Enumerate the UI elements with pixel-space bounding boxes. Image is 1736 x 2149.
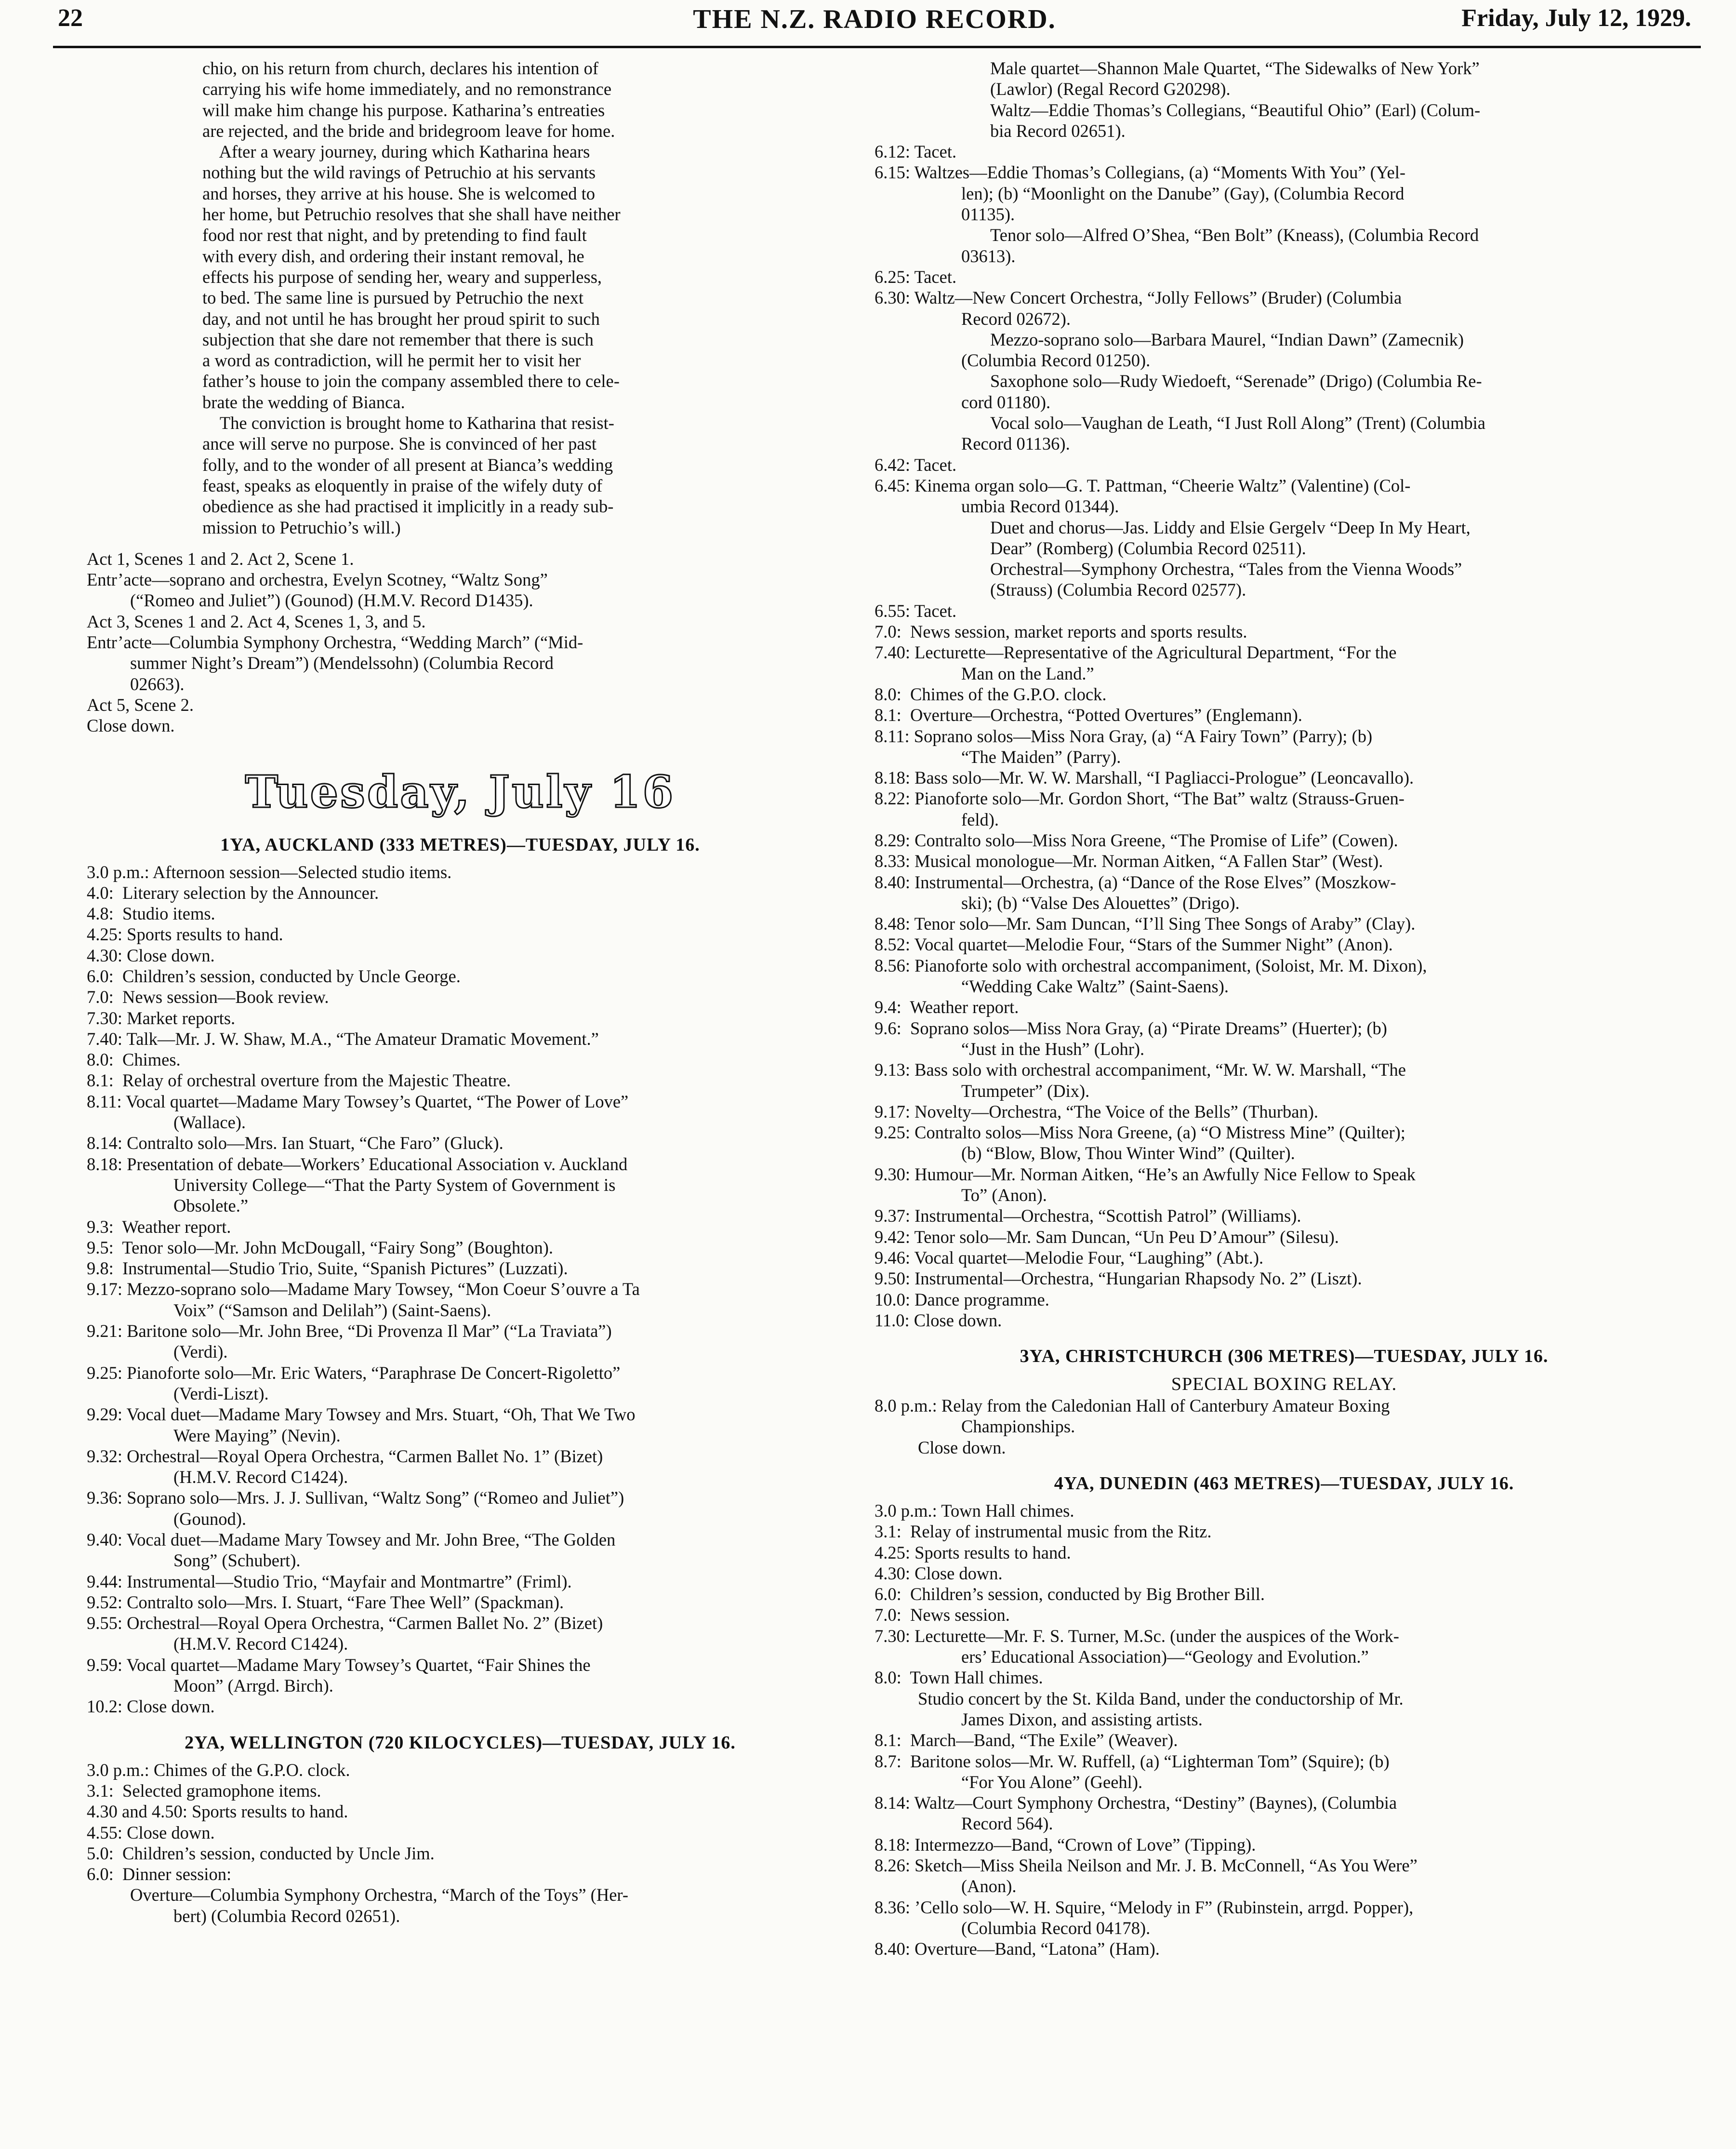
program-line: (Verdi).: [173, 1342, 228, 1362]
program-line: (Wallace).: [173, 1112, 246, 1133]
program-line: 9.44: Instrumental—Studio Trio, “Mayfair and Montmartre” (Friml).: [87, 1571, 572, 1591]
program-line: 8.0: Chimes.: [87, 1050, 181, 1070]
story-line: to bed. The same line is pursued by Petruchio the next: [202, 288, 584, 308]
story-line: her home, but Petruchio resolves that she shall have neither: [202, 204, 621, 225]
program-line: 6.12: Tacet.: [875, 142, 957, 162]
acts-list: [87, 548, 834, 736]
program-line: 7.0: News session, market reports and sports results.: [875, 622, 1247, 642]
program-line: 9.59: Vocal quartet—Madame Mary Towsey’s Quartet, “Fair Shines the: [87, 1655, 591, 1675]
program-line: feld).: [961, 809, 999, 829]
program-line: Waltz—Eddie Thomas’s Collegians, “Beautiful Ohio” (Earl) (Colum-: [990, 100, 1481, 120]
program-list-3ya: [875, 1395, 1694, 1458]
program-line: (Lawlor) (Regal Record G20298).: [990, 79, 1231, 99]
program-line: University College—“That the Party System of Government is: [173, 1175, 616, 1195]
story-line: are rejected, and the bride and bridegroom leave for home.: [202, 120, 615, 141]
program-line: (Columbia Record 04178).: [961, 1918, 1151, 1938]
program-line: 5.0: Children’s session, conducted by Uncle Jim.: [87, 1843, 435, 1863]
station-heading-4ya: 4YA, DUNEDIN (463 METRES)—TUESDAY, JULY 16.: [1054, 1473, 1514, 1494]
story-line: a word as contradiction, will he permit her to visit her: [202, 350, 581, 371]
program-line: 9.6: Soprano solos—Miss Nora Gray, (a) “Pirate Dreams” (Huerter); (b): [875, 1018, 1387, 1038]
program-line: 9.3: Weather report.: [87, 1216, 231, 1237]
program-line: (H.M.V. Record C1424).: [173, 1634, 348, 1654]
program-line: 8.18: Bass solo—Mr. W. W. Marshall, “I Pagliacci-Prologue” (Leoncavallo).: [875, 768, 1414, 788]
program-line: 9.52: Contralto solo—Mrs. I. Stuart, “Fare Thee Well” (Spackman).: [87, 1592, 564, 1612]
program-line: Close down.: [918, 1437, 1006, 1457]
page-number: 22: [58, 4, 83, 32]
program-line: 9.25: Pianoforte solo—Mr. Eric Waters, “Paraphrase De Concert-Rigoletto”: [87, 1362, 621, 1383]
program-line: Song” (Schubert).: [173, 1550, 301, 1571]
program-line: 9.46: Vocal quartet—Melodie Four, “Laughing” (Abt.).: [875, 1247, 1264, 1268]
program-line: Obsolete.”: [173, 1196, 249, 1216]
program-line: 3.1: Selected gramophone items.: [87, 1780, 321, 1801]
program-line: Entr’acte—Columbia Symphony Orchestra, “Wedding March” (“Mid-: [87, 632, 583, 653]
program-line: Act 1, Scenes 1 and 2. Act 2, Scene 1.: [87, 548, 354, 569]
program-line: 8.0: Chimes of the G.P.O. clock.: [875, 684, 1107, 704]
program-line: 3.0 p.m.: Afternoon session—Selected studio items.: [87, 862, 452, 882]
program-line: 9.50: Instrumental—Orchestra, “Hungarian Rhapsody No. 2” (Liszt).: [875, 1268, 1362, 1289]
program-line: 9.4: Weather report.: [875, 997, 1019, 1017]
program-line: 6.42: Tacet.: [875, 454, 957, 475]
program-line: 6.45: Kinema organ solo—G. T. Pattman, “Cheerie Waltz” (Valentine) (Col-: [875, 475, 1411, 495]
story-line: subjection that she dare not remember that there is such: [202, 329, 594, 349]
program-line: (H.M.V. Record C1424).: [173, 1467, 348, 1487]
story-line: feast, speaks as eloquently in praise of the wifely duty of: [202, 475, 603, 495]
program-line: 6.55: Tacet.: [875, 601, 957, 621]
program-line: Moon” (Arrgd. Birch).: [173, 1676, 333, 1696]
program-line: 7.30: Lecturette—Mr. F. S. Turner, M.Sc. (under the auspices of the Work-: [875, 1626, 1399, 1646]
program-line: 7.0: News session.: [875, 1605, 1010, 1625]
program-line: 4.30: Close down.: [875, 1563, 1003, 1583]
program-list-2ya: [87, 1760, 834, 1926]
program-line: “Wedding Cake Waltz” (Saint-Saens).: [961, 976, 1229, 997]
program-line: Voix” (“Samson and Delilah”) (Saint-Saens).: [173, 1300, 491, 1320]
story-line: mission to Petruchio’s will.): [202, 517, 401, 537]
program-line: (b) “Blow, Blow, Thou Winter Wind” (Quilter).: [961, 1143, 1295, 1163]
program-line: 8.14: Waltz—Court Symphony Orchestra, “Destiny” (Baynes), (Columbia: [875, 1793, 1397, 1813]
program-line: Male quartet—Shannon Male Quartet, “The Sidewalks of New York”: [990, 58, 1480, 78]
program-list-2ya-continued: [875, 58, 1694, 1331]
program-line: 10.0: Dance programme.: [875, 1289, 1049, 1309]
story-line: obedience as she had practised it implicitly in a ready sub-: [202, 496, 614, 517]
station-heading-3ya: 3YA, CHRISTCHURCH (306 METRES)—TUESDAY, JULY 16.: [1020, 1346, 1549, 1367]
program-line: Act 3, Scenes 1 and 2. Act 4, Scenes 1, 3, and 5.: [87, 611, 426, 631]
program-line: 9.32: Orchestral—Royal Opera Orchestra, “Carmen Ballet No. 1” (Bizet): [87, 1446, 603, 1466]
program-line: 4.25: Sports results to hand.: [87, 924, 283, 945]
program-line: ski); (b) “Valse Des Alouettes” (Drigo).: [961, 893, 1240, 913]
story-line: day, and not until he has brought her proud spirit to such: [202, 308, 600, 329]
story-line: and horses, they arrive at his house. She is welcomed to: [202, 183, 595, 203]
program-line: Entr’acte—soprano and orchestra, Evelyn Scotney, “Waltz Song”: [87, 570, 548, 590]
program-line: 9.55: Orchestral—Royal Opera Orchestra, “Carmen Ballet No. 2” (Bizet): [87, 1613, 603, 1633]
program-line: 8.33: Musical monologue—Mr. Norman Aitken, “A Fallen Star” (West).: [875, 851, 1383, 871]
program-line: Duet and chorus—Jas. Liddy and Elsie Gergelv “Deep In My Heart,: [990, 517, 1471, 537]
program-line: 6.0: Children’s session, conducted by Uncle George.: [87, 966, 461, 986]
publication-title: THE N.Z. RADIO RECORD.: [693, 4, 1056, 34]
program-line: 03613).: [961, 246, 1016, 266]
program-list-4ya: [875, 1500, 1694, 1960]
program-line: cord 01180).: [961, 392, 1051, 412]
program-line: Record 564).: [961, 1814, 1053, 1834]
program-line: bert) (Columbia Record 02651).: [173, 1906, 400, 1926]
program-list-1ya: [87, 862, 834, 1717]
program-line: 4.8: Studio items.: [87, 904, 215, 924]
program-line: 8.0: Town Hall chimes.: [875, 1668, 1043, 1688]
story-line: with every dish, and ordering their instant removal, he: [202, 246, 584, 266]
program-line: 8.29: Contralto solo—Miss Nora Greene, “The Promise of Life” (Cowen).: [875, 830, 1398, 850]
program-line: 8.1: Overture—Orchestra, “Potted Overtures” (Englemann).: [875, 705, 1302, 725]
program-line: Trumpeter” (Dix).: [961, 1081, 1090, 1101]
program-line: 9.21: Baritone solo—Mr. John Bree, “Di Provenza Il Mar” (“La Traviata”): [87, 1321, 612, 1341]
program-line: 9.13: Bass solo with orchestral accompaniment, “Mr. W. W. Marshall, “The: [875, 1060, 1406, 1080]
program-line: 4.30: Close down.: [87, 945, 215, 965]
story-line: The conviction is brought home to Katharina that resist-: [202, 413, 614, 433]
program-line: 8.18: Presentation of debate—Workers’ Educational Association v. Auckland: [87, 1154, 628, 1174]
program-line: Were Maying” (Nevin).: [173, 1425, 341, 1445]
program-line: 4.0: Literary selection by the Announcer.: [87, 882, 379, 903]
program-line: 9.29: Vocal duet—Madame Mary Towsey and Mrs. Stuart, “Oh, That We Two: [87, 1404, 636, 1425]
program-line: 6.30: Waltz—New Concert Orchestra, “Jolly Fellows” (Bruder) (Columbia: [875, 288, 1402, 308]
program-line: 9.17: Novelty—Orchestra, “The Voice of the Bells” (Thurban).: [875, 1101, 1319, 1121]
program-line: Orchestral—Symphony Orchestra, “Tales from the Vienna Woods”: [990, 559, 1462, 579]
story-line: brate the wedding of Bianca.: [202, 392, 405, 412]
program-line: 6.0: Children’s session, conducted by Big Brother Bill.: [875, 1584, 1265, 1604]
story-line: will make him change his purpose. Katharina’s entreaties: [202, 100, 605, 120]
right-column: [875, 58, 1694, 1960]
program-line: ers’ Educational Association)—“Geology and Evolution.”: [961, 1647, 1369, 1667]
masthead: [53, 0, 1696, 34]
left-column: [87, 58, 834, 1926]
program-line: Overture—Columbia Symphony Orchestra, “March of the Toys” (Her-: [130, 1885, 628, 1905]
program-line: 10.2: Close down.: [87, 1696, 215, 1717]
program-line: (Anon).: [961, 1876, 1017, 1896]
program-line: 9.37: Instrumental—Orchestra, “Scottish Patrol” (Williams).: [875, 1206, 1301, 1226]
program-line: umbia Record 01344).: [961, 496, 1119, 517]
program-line: 9.25: Contralto solos—Miss Nora Greene, (a) “O Mistress Mine” (Quilter);: [875, 1122, 1405, 1143]
story-line: effects his purpose of sending her, weary and supperless,: [202, 267, 602, 287]
program-line: 8.40: Instrumental—Orchestra, (a) “Dance of the Rose Elves” (Moszkow-: [875, 872, 1396, 892]
program-line: 9.5: Tenor solo—Mr. John McDougall, “Fairy Song” (Boughton).: [87, 1237, 554, 1257]
story-line: nothing but the wild ravings of Petruchio at his servants: [202, 162, 596, 183]
story-line: folly, and to the wonder of all present at Bianca’s wedding: [202, 454, 613, 475]
story-line: ance will serve no purpose. She is convinced of her past: [202, 434, 596, 454]
program-line: Studio concert by the St. Kilda Band, under the conductorship of Mr.: [918, 1688, 1404, 1709]
program-line: Close down.: [87, 716, 175, 736]
story-line: carrying his wife home immediately, and no remonstrance: [202, 79, 612, 99]
program-line: 8.56: Pianoforte solo with orchestral accompaniment, (Soloist, Mr. M. Dixon),: [875, 955, 1427, 975]
program-line: summer Night’s Dream”) (Mendelssohn) (Columbia Record: [130, 653, 554, 673]
station-heading-2ya: 2YA, WELLINGTON (720 KILOCYCLES)—TUESDAY, JULY 16.: [185, 1732, 736, 1753]
program-line: Vocal solo—Vaughan de Leath, “I Just Roll Along” (Trent) (Columbia: [990, 413, 1485, 433]
program-line: (Gounod).: [173, 1508, 247, 1529]
program-line: 8.18: Intermezzo—Band, “Crown of Love” (Tipping).: [875, 1834, 1256, 1855]
program-line: (Columbia Record 01250).: [961, 350, 1151, 371]
program-line: 6.15: Waltzes—Eddie Thomas’s Collegians, (a) “Moments With You” (Yel-: [875, 162, 1406, 183]
program-line: bia Record 02651).: [990, 120, 1126, 141]
program-line: 8.40: Overture—Band, “Latona” (Ham).: [875, 1939, 1160, 1959]
program-line: 6.25: Tacet.: [875, 267, 957, 287]
program-line: Man on the Land.”: [961, 663, 1094, 683]
program-line: 7.40: Talk—Mr. J. W. Shaw, M.A., “The Amateur Dramatic Movement.”: [87, 1028, 599, 1049]
masthead-rule: [53, 46, 1701, 48]
program-line: 8.26: Sketch—Miss Sheila Neilson and Mr. J. B. McConnell, “As You Were”: [875, 1855, 1418, 1876]
program-line: Act 5, Scene 2.: [87, 694, 194, 715]
program-line: “For You Alone” (Geehl).: [961, 1772, 1143, 1792]
program-line: 7.40: Lecturette—Representative of the Agricultural Department, “For the: [875, 642, 1397, 663]
program-line: 3.1: Relay of instrumental music from the Ritz.: [875, 1522, 1212, 1542]
story-synopsis: [202, 58, 920, 538]
program-line: 7.30: Market reports.: [87, 1008, 236, 1028]
issue-date: Friday, July 12, 1929.: [1461, 4, 1691, 32]
program-line: (Verdi-Liszt).: [173, 1383, 269, 1403]
program-line: 8.48: Tenor solo—Mr. Sam Duncan, “I’ll Sing Thee Songs of Araby” (Clay).: [875, 914, 1416, 934]
program-line: 8.14: Contralto solo—Mrs. Ian Stuart, “Che Faro” (Gluck).: [87, 1133, 504, 1153]
program-line: Dear” (Romberg) (Columbia Record 02511).: [990, 538, 1306, 558]
program-line: 8.52: Vocal quartet—Melodie Four, “Stars of the Summer Night” (Anon).: [875, 934, 1393, 955]
program-line: “Just in the Hush” (Lohr).: [961, 1039, 1145, 1059]
program-line: (Strauss) (Columbia Record 02577).: [990, 580, 1246, 600]
program-line: 4.30 and 4.50: Sports results to hand.: [87, 1802, 348, 1822]
program-line: Tenor solo—Alfred O’Shea, “Ben Bolt” (Kneass), (Columbia Record: [990, 225, 1479, 245]
story-line: father’s house to join the company assembled there to cele-: [202, 371, 620, 391]
program-line: “The Maiden” (Parry).: [961, 747, 1121, 767]
program-line: 9.36: Soprano solo—Mrs. J. J. Sullivan, “Waltz Song” (“Romeo and Juliet”): [87, 1488, 624, 1508]
program-line: (“Romeo and Juliet”) (Gounod) (H.M.V. Record D1435).: [130, 590, 533, 611]
program-line: Record 02672).: [961, 308, 1071, 329]
program-line: 8.36: ’Cello solo—W. H. Squire, “Melody in F” (Rubinstein, arrgd. Popper),: [875, 1897, 1414, 1917]
program-line: 8.7: Baritone solos—Mr. W. Ruffell, (a) “Lighterman Tom” (Squire); (b): [875, 1751, 1390, 1771]
program-line: Championships.: [961, 1416, 1075, 1437]
program-line: 9.40: Vocal duet—Madame Mary Towsey and Mr. John Bree, “The Golden: [87, 1530, 616, 1549]
program-line: 3.0 p.m.: Chimes of the G.P.O. clock.: [87, 1760, 350, 1780]
program-line: 8.1: Relay of orchestral overture from the Majestic Theatre.: [87, 1070, 511, 1091]
story-line: After a weary journey, during which Katharina hears: [202, 142, 590, 162]
program-line: 8.11: Vocal quartet—Madame Mary Towsey’s Quartet, “The Power of Love”: [87, 1091, 629, 1111]
story-line: food nor rest that night, and by pretending to find fault: [202, 225, 587, 245]
program-line: Saxophone solo—Rudy Wiedoeft, “Serenade” (Drigo) (Columbia Re-: [990, 371, 1482, 391]
program-line: 11.0: Close down.: [875, 1310, 1002, 1330]
day-heading: Tuesday, July 16: [245, 765, 676, 818]
program-line: 4.55: Close down.: [87, 1822, 215, 1842]
program-line: To” (Anon).: [961, 1185, 1047, 1205]
program-line: James Dixon, and assisting artists.: [961, 1709, 1203, 1729]
story-line: chio, on his return from church, declares his intention of: [202, 58, 599, 78]
program-line: 8.22: Pianoforte solo—Mr. Gordon Short, “The Bat” waltz (Strauss-Gruen-: [875, 788, 1405, 809]
program-line: Mezzo-soprano solo—Barbara Maurel, “Indian Dawn” (Zamecnik): [990, 329, 1464, 349]
program-line: 02663).: [130, 674, 185, 694]
program-line: 9.42: Tenor solo—Mr. Sam Duncan, “Un Peu D’Amour” (Silesu).: [875, 1227, 1339, 1247]
program-line: Record 01136).: [961, 434, 1070, 454]
program-line: 8.0 p.m.: Relay from the Caledonian Hall of Canterbury Amateur Boxing: [875, 1396, 1390, 1416]
program-line: 4.25: Sports results to hand.: [875, 1542, 1071, 1562]
program-line: 9.17: Mezzo-soprano solo—Madame Mary Towsey, “Mon Coeur S’ouvre a Ta: [87, 1279, 640, 1299]
program-line: len); (b) “Moonlight on the Danube” (Gay), (Columbia Record: [961, 183, 1405, 203]
station-subheading-3ya: SPECIAL BOXING RELAY.: [1171, 1374, 1397, 1395]
program-line: 8.1: March—Band, “The Exile” (Weaver).: [875, 1730, 1178, 1750]
program-line: 9.8: Instrumental—Studio Trio, Suite, “Spanish Pictures” (Luzzati).: [87, 1258, 568, 1279]
station-heading-1ya: 1YA, AUCKLAND (333 METRES)—TUESDAY, JULY 16.: [220, 834, 700, 855]
program-line: 3.0 p.m.: Town Hall chimes.: [875, 1501, 1074, 1521]
program-line: 6.0: Dinner session:: [87, 1864, 232, 1884]
program-line: 9.30: Humour—Mr. Norman Aitken, “He’s an Awfully Nice Fellow to Speak: [875, 1164, 1416, 1184]
program-line: 8.11: Soprano solos—Miss Nora Gray, (a) “A Fairy Town” (Parry); (b): [875, 726, 1373, 746]
program-line: 01135).: [961, 204, 1015, 225]
program-line: 7.0: News session—Book review.: [87, 987, 329, 1007]
